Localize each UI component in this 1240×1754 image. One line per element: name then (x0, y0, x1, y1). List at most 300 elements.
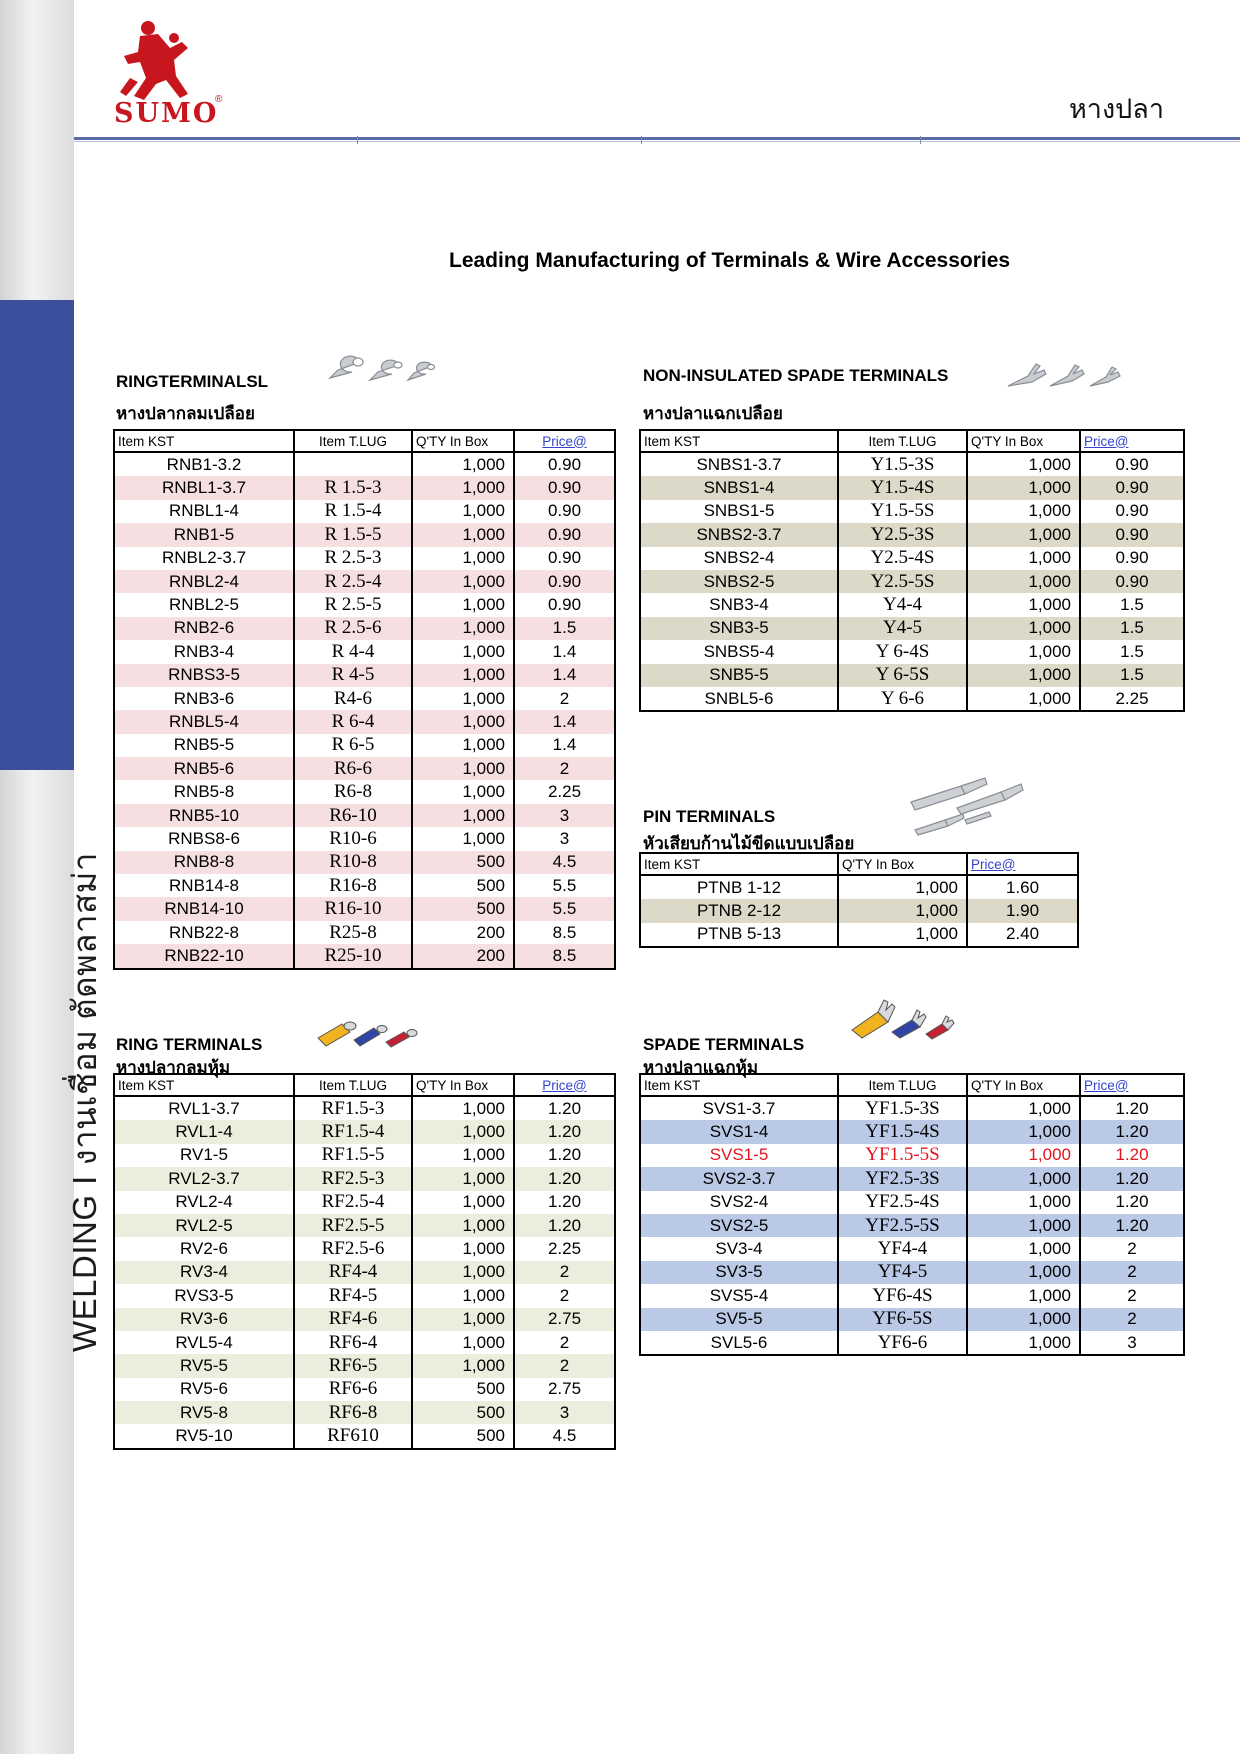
header-rule-thin (74, 141, 1240, 142)
table-row (640, 664, 1184, 687)
cell-item-kst: SNB3-5 (640, 617, 838, 640)
cell-item-kst: RNB5-6 (114, 757, 294, 780)
table-row (114, 1214, 615, 1237)
cell-item-tlug: Y 6-4S (838, 640, 967, 663)
cell-item-kst: RV2-6 (114, 1237, 294, 1260)
cell-item-tlug: RF610 (294, 1424, 412, 1448)
cell-price: 1.60 (967, 875, 1078, 899)
cell-item-tlug: RF2.5-4 (294, 1191, 412, 1214)
cell-item-tlug: R6-6 (294, 757, 412, 780)
rule-tick (920, 136, 921, 144)
cell-price: 0.90 (1080, 523, 1184, 546)
cell-item-kst: SNB3-4 (640, 593, 838, 616)
cell-item-tlug: Y4-4 (838, 593, 967, 616)
col-header-price: Price@ (514, 1074, 615, 1096)
cell-item-kst: RNBL2-4 (114, 570, 294, 593)
table-row (640, 1191, 1184, 1214)
cell-item-kst: RVS3-5 (114, 1284, 294, 1307)
pin-terminal-icon (905, 768, 1029, 838)
cell-qty: 1,000 (412, 734, 514, 757)
cell-item-kst: RNB1-5 (114, 523, 294, 546)
cell-item-kst: RNB5-8 (114, 780, 294, 803)
table-row (114, 1284, 615, 1307)
cell-price: 1.20 (514, 1096, 615, 1120)
cell-item-tlug: Y2.5-4S (838, 547, 967, 570)
table-row (114, 1237, 615, 1260)
spade-ins-subtitle: หางปลาแฉกหุ้ม (643, 1058, 759, 1077)
col-header-price: Price@ (514, 430, 615, 452)
cell-qty: 1,000 (967, 570, 1080, 593)
cell-price: 2.75 (514, 1308, 615, 1331)
cell-qty: 1,000 (412, 1354, 514, 1377)
cell-qty: 1,000 (967, 547, 1080, 570)
cell-qty: 500 (412, 874, 514, 897)
cell-item-kst: SNBL5-6 (640, 687, 838, 711)
table-row (114, 944, 615, 968)
cell-qty: 1,000 (412, 1237, 514, 1260)
cell-price: 1.90 (967, 899, 1078, 922)
col-header-qty: Q'TY In Box (967, 430, 1080, 452)
cell-qty: 1,000 (412, 1167, 514, 1190)
ring-terminal-insulated-icon (316, 1016, 432, 1048)
table-row (114, 757, 615, 780)
cell-price: 0.90 (514, 570, 615, 593)
cell-price: 1.5 (1080, 617, 1184, 640)
cell-price: 1.5 (514, 617, 615, 640)
cell-qty: 1,000 (838, 875, 967, 899)
cell-item-tlug: YF6-5S (838, 1308, 967, 1331)
cell-price: 3 (1080, 1331, 1184, 1355)
cell-price: 4.5 (514, 1424, 615, 1448)
cell-qty: 500 (412, 1378, 514, 1401)
cell-item-tlug: Y1.5-4S (838, 476, 967, 499)
table-row (114, 523, 615, 546)
spade-bare-subtitle: หางปลาแฉกเปลือย (643, 404, 783, 423)
col-header-price: Price@ (967, 853, 1078, 875)
cell-qty: 1,000 (412, 1144, 514, 1167)
sidebar-accent-band (0, 300, 74, 770)
cell-price: 1.4 (514, 664, 615, 687)
col-header-lug: Item T.LUG (838, 430, 967, 452)
cell-item-tlug: YF4-5 (838, 1261, 967, 1284)
cell-item-tlug: Y4-5 (838, 617, 967, 640)
header-rule (74, 137, 1240, 140)
cell-item-kst: RV3-6 (114, 1308, 294, 1331)
cell-qty: 1,000 (967, 687, 1080, 711)
spade-terminal-insulated-icon (850, 994, 960, 1040)
cell-price: 0.90 (514, 547, 615, 570)
rule-tick (357, 136, 358, 144)
table-row (640, 1144, 1184, 1167)
cell-item-kst: SVS5-4 (640, 1284, 838, 1307)
cell-item-kst: SNBS2-4 (640, 547, 838, 570)
cell-item-kst: SNBS2-5 (640, 570, 838, 593)
cell-price: 3 (514, 827, 615, 850)
cell-item-tlug: RF6-8 (294, 1401, 412, 1424)
table-row (640, 1214, 1184, 1237)
cell-price: 5.5 (514, 874, 615, 897)
ring-ins-title: RING TERMINALS (116, 1035, 263, 1054)
cell-item-kst: RNBS8-6 (114, 827, 294, 850)
cell-item-tlug: YF1.5-4S (838, 1120, 967, 1143)
cell-item-tlug: R 2.5-3 (294, 547, 412, 570)
cell-item-kst: RNB5-10 (114, 804, 294, 827)
cell-qty: 1,000 (967, 1261, 1080, 1284)
cell-item-tlug: R10-8 (294, 851, 412, 874)
cell-qty: 1,000 (412, 476, 514, 499)
col-header-kst: Item KST (640, 430, 838, 452)
cell-item-kst: SVS1-4 (640, 1120, 838, 1143)
cell-price: 2.25 (1080, 687, 1184, 711)
cell-qty: 1,000 (967, 1237, 1080, 1260)
cell-item-tlug: YF2.5-3S (838, 1167, 967, 1190)
brand-wordmark: SUMO (114, 98, 219, 129)
col-header-kst: Item KST (640, 853, 838, 875)
cell-item-kst: SV5-5 (640, 1308, 838, 1331)
table-row (114, 1261, 615, 1284)
cell-item-tlug: RF6-4 (294, 1331, 412, 1354)
cell-price: 1.20 (1080, 1120, 1184, 1143)
cell-qty: 1,000 (412, 547, 514, 570)
col-header-lug: Item T.LUG (294, 430, 412, 452)
cell-price: 1.20 (514, 1167, 615, 1190)
cell-item-tlug: YF1.5-5S (838, 1144, 967, 1167)
cell-item-tlug: YF6-6 (838, 1331, 967, 1355)
cell-item-kst: RVL5-4 (114, 1331, 294, 1354)
cell-price: 1.20 (1080, 1191, 1184, 1214)
cell-qty: 500 (412, 1424, 514, 1448)
cell-item-tlug: RF1.5-4 (294, 1120, 412, 1143)
table-row (114, 1144, 615, 1167)
cell-price: 2 (514, 687, 615, 710)
cell-qty: 1,000 (412, 1120, 514, 1143)
cell-item-tlug: YF2.5-4S (838, 1191, 967, 1214)
table-row (640, 593, 1184, 616)
cell-price: 3 (514, 804, 615, 827)
cell-item-kst: SVS2-3.7 (640, 1167, 838, 1190)
cell-item-kst: PTNB 1-12 (640, 875, 838, 899)
cell-item-kst: SNB5-5 (640, 664, 838, 687)
table-row (114, 921, 615, 944)
cell-item-tlug: YF2.5-5S (838, 1214, 967, 1237)
table-row (114, 827, 615, 850)
cell-qty: 1,000 (967, 1308, 1080, 1331)
table-row (114, 593, 615, 616)
cell-item-tlug: RF1.5-3 (294, 1096, 412, 1120)
table-row (114, 1331, 615, 1354)
ring-bare-title: RINGTERMINALSL (116, 372, 269, 391)
cell-item-kst: RV1-5 (114, 1144, 294, 1167)
table-row (114, 780, 615, 803)
cell-price: 2 (1080, 1284, 1184, 1307)
table-row (114, 874, 615, 897)
ring-ins-subtitle: หางปลากลมหุ้ม (116, 1058, 231, 1077)
cell-qty: 1,000 (412, 1096, 514, 1120)
table-row (114, 664, 615, 687)
table-row (114, 452, 615, 476)
cell-item-kst: RNB22-10 (114, 944, 294, 968)
cell-price: 1.5 (1080, 664, 1184, 687)
table-row (114, 710, 615, 733)
cell-price: 2 (514, 1261, 615, 1284)
cell-item-tlug: YF6-4S (838, 1284, 967, 1307)
cell-item-tlug: Y1.5-5S (838, 500, 967, 523)
cell-item-tlug: R25-10 (294, 944, 412, 968)
cell-item-kst: RNBL5-4 (114, 710, 294, 733)
cell-qty: 1,000 (967, 452, 1080, 476)
cell-item-tlug: R4-6 (294, 687, 412, 710)
page-title: หางปลา (1069, 94, 1164, 124)
cell-item-kst: SNBS5-4 (640, 640, 838, 663)
cell-item-tlug: R 1.5-5 (294, 523, 412, 546)
cell-qty: 1,000 (412, 1308, 514, 1331)
cell-qty: 1,000 (967, 1144, 1080, 1167)
col-header-qty: Q'TY In Box (967, 1074, 1080, 1096)
cell-item-tlug: R 2.5-4 (294, 570, 412, 593)
cell-item-kst: RV5-8 (114, 1401, 294, 1424)
cell-item-tlug: Y2.5-3S (838, 523, 967, 546)
cell-item-kst: SVS1-3.7 (640, 1096, 838, 1120)
cell-price: 8.5 (514, 944, 615, 968)
cell-item-tlug: R 2.5-6 (294, 617, 412, 640)
table-row (640, 1331, 1184, 1355)
table-row (640, 923, 1078, 947)
cell-qty: 1,000 (967, 476, 1080, 499)
cell-qty: 1,000 (967, 500, 1080, 523)
pin-subtitle: หัวเสียบก้านไม้ขีดแบบเปลือย (643, 834, 855, 853)
cell-qty: 1,000 (412, 757, 514, 780)
col-header-kst: Item KST (114, 1074, 294, 1096)
cell-price: 0.90 (514, 500, 615, 523)
cell-item-kst: SVS2-5 (640, 1214, 838, 1237)
cell-item-kst: RNB2-6 (114, 617, 294, 640)
cell-qty: 200 (412, 921, 514, 944)
spade-ins-table (639, 1073, 1185, 1356)
cell-qty: 500 (412, 851, 514, 874)
table-row (640, 452, 1184, 476)
cell-qty: 1,000 (967, 523, 1080, 546)
cell-item-kst: RV5-10 (114, 1424, 294, 1448)
cell-item-tlug: Y1.5-3S (838, 452, 967, 476)
cell-price: 8.5 (514, 921, 615, 944)
cell-qty: 1,000 (412, 827, 514, 850)
cell-item-tlug: R 4-5 (294, 664, 412, 687)
cell-item-kst: RV3-4 (114, 1261, 294, 1284)
cell-price: 1.4 (514, 640, 615, 663)
cell-item-kst: RVL1-3.7 (114, 1096, 294, 1120)
cell-qty: 1,000 (412, 617, 514, 640)
table-row (640, 570, 1184, 593)
cell-item-kst: RNBS3-5 (114, 664, 294, 687)
cell-price: 1.20 (514, 1214, 615, 1237)
ring-ins-table (113, 1073, 616, 1450)
table-row (640, 1308, 1184, 1331)
cell-qty: 1,000 (967, 1214, 1080, 1237)
table-row (114, 1096, 615, 1120)
cell-item-kst: RV5-6 (114, 1378, 294, 1401)
table-row (114, 1401, 615, 1424)
cell-item-kst: PTNB 5-13 (640, 923, 838, 947)
table-row (114, 617, 615, 640)
table-row (640, 1284, 1184, 1307)
cell-price: 2 (514, 757, 615, 780)
cell-item-kst: SNBS2-3.7 (640, 523, 838, 546)
cell-price: 0.90 (514, 593, 615, 616)
col-header-kst: Item KST (640, 1074, 838, 1096)
table-row (114, 640, 615, 663)
cell-price: 1.20 (514, 1144, 615, 1167)
cell-qty: 1,000 (412, 1284, 514, 1307)
table-row (640, 875, 1078, 899)
cell-item-kst: RVL2-5 (114, 1214, 294, 1237)
cell-price: 1.20 (514, 1191, 615, 1214)
cell-price: 1.20 (514, 1120, 615, 1143)
cell-item-tlug: RF6-6 (294, 1378, 412, 1401)
table-row (114, 1308, 615, 1331)
cell-item-kst: RNB1-3.2 (114, 452, 294, 476)
cell-qty: 1,000 (838, 899, 967, 922)
cell-qty: 1,000 (967, 640, 1080, 663)
table-row (640, 1167, 1184, 1190)
cell-item-kst: RNBL2-5 (114, 593, 294, 616)
cell-item-tlug: RF2.5-5 (294, 1214, 412, 1237)
cell-item-kst: RVL2-3.7 (114, 1167, 294, 1190)
cell-price: 1.5 (1080, 593, 1184, 616)
cell-item-kst: SVS2-4 (640, 1191, 838, 1214)
table-row (114, 1167, 615, 1190)
cell-qty: 1,000 (412, 500, 514, 523)
table-row (640, 640, 1184, 663)
cell-price: 1.20 (1080, 1214, 1184, 1237)
cell-price: 1.5 (1080, 640, 1184, 663)
table-row (114, 500, 615, 523)
cell-qty: 500 (412, 1401, 514, 1424)
cell-price: 0.90 (1080, 476, 1184, 499)
table-row (640, 617, 1184, 640)
sidebar-category-text: WELDING I งานเชื่อม ตัดพลาสม่า (66, 852, 103, 1352)
cell-item-tlug: YF4-4 (838, 1237, 967, 1260)
table-row (114, 1191, 615, 1214)
table-row (640, 500, 1184, 523)
cell-item-kst: SVL5-6 (640, 1331, 838, 1355)
cell-qty: 1,000 (412, 710, 514, 733)
cell-qty: 1,000 (412, 640, 514, 663)
cell-qty: 1,000 (838, 923, 967, 947)
cell-item-kst: RNB14-10 (114, 897, 294, 920)
cell-price: 2 (1080, 1237, 1184, 1260)
cell-qty: 1,000 (412, 1214, 514, 1237)
cell-item-kst: RNBL1-4 (114, 500, 294, 523)
spade-terminal-bare-icon (1002, 352, 1130, 390)
cell-qty: 1,000 (412, 452, 514, 476)
cell-price: 2.75 (514, 1378, 615, 1401)
col-header-lug: Item T.LUG (838, 1074, 967, 1096)
table-row (640, 523, 1184, 546)
cell-price: 2 (514, 1284, 615, 1307)
headline: Leading Manufacturing of Terminals & Wire Accessories (449, 249, 1011, 272)
cell-item-kst: RVL1-4 (114, 1120, 294, 1143)
ring-bare-table (113, 429, 616, 970)
table-row (114, 734, 615, 757)
cell-item-kst: RNB3-4 (114, 640, 294, 663)
registered-mark: ® (215, 94, 223, 105)
table-row (114, 804, 615, 827)
cell-price: 2 (514, 1354, 615, 1377)
cell-item-tlug: RF2.5-3 (294, 1167, 412, 1190)
col-header-qty: Q'TY In Box (838, 853, 967, 875)
col-header-qty: Q'TY In Box (412, 430, 514, 452)
cell-item-tlug: R 1.5-4 (294, 500, 412, 523)
cell-item-kst: SV3-4 (640, 1237, 838, 1260)
rule-tick (641, 136, 642, 144)
table-row (640, 476, 1184, 499)
cell-price: 0.90 (514, 452, 615, 476)
cell-item-tlug: R 1.5-3 (294, 476, 412, 499)
cell-price: 0.90 (1080, 452, 1184, 476)
cell-price: 1.4 (514, 710, 615, 733)
cell-item-kst: RNB8-8 (114, 851, 294, 874)
cell-price: 0.90 (514, 523, 615, 546)
cell-item-tlug: YF1.5-3S (838, 1096, 967, 1120)
table-row (640, 1237, 1184, 1260)
cell-qty: 1,000 (412, 593, 514, 616)
cell-item-tlug: RF2.5-6 (294, 1237, 412, 1260)
cell-item-tlug: R 2.5-5 (294, 593, 412, 616)
cell-qty: 1,000 (967, 664, 1080, 687)
cell-item-kst: RNB3-6 (114, 687, 294, 710)
col-header-price: Price@ (1080, 1074, 1184, 1096)
cell-item-tlug: R16-8 (294, 874, 412, 897)
cell-item-tlug: RF4-5 (294, 1284, 412, 1307)
cell-price: 3 (514, 1401, 615, 1424)
cell-price: 1.20 (1080, 1144, 1184, 1167)
table-row (114, 897, 615, 920)
table-row (640, 1261, 1184, 1284)
pin-table (639, 852, 1079, 948)
table-row (114, 547, 615, 570)
cell-item-kst: RNB22-8 (114, 921, 294, 944)
cell-item-kst: SNBS1-4 (640, 476, 838, 499)
cell-price: 1.4 (514, 734, 615, 757)
cell-item-kst: RNB5-5 (114, 734, 294, 757)
cell-price: 1.20 (1080, 1096, 1184, 1120)
cell-item-tlug: RF4-4 (294, 1261, 412, 1284)
cell-price: 0.90 (1080, 547, 1184, 570)
cell-item-kst: RNBL2-3.7 (114, 547, 294, 570)
table-row (114, 476, 615, 499)
col-header-lug: Item T.LUG (294, 1074, 412, 1096)
cell-item-kst: SVS1-5 (640, 1144, 838, 1167)
cell-item-kst: PTNB 2-12 (640, 899, 838, 922)
cell-qty: 1,000 (412, 687, 514, 710)
cell-item-tlug: R25-8 (294, 921, 412, 944)
cell-qty: 1,000 (967, 1167, 1080, 1190)
table-row (114, 1120, 615, 1143)
ring-bare-subtitle: หางปลากลมเปลือย (116, 404, 255, 423)
table-row (640, 899, 1078, 922)
cell-item-tlug: Y2.5-5S (838, 570, 967, 593)
cell-price: 4.5 (514, 851, 615, 874)
cell-price: 2 (1080, 1261, 1184, 1284)
cell-qty: 1,000 (967, 1284, 1080, 1307)
col-header-kst: Item KST (114, 430, 294, 452)
cell-qty: 1,000 (412, 570, 514, 593)
table-row (640, 1120, 1184, 1143)
cell-item-tlug: Y 6-6 (838, 687, 967, 711)
cell-qty: 200 (412, 944, 514, 968)
cell-qty: 1,000 (967, 1120, 1080, 1143)
table-row (640, 687, 1184, 711)
